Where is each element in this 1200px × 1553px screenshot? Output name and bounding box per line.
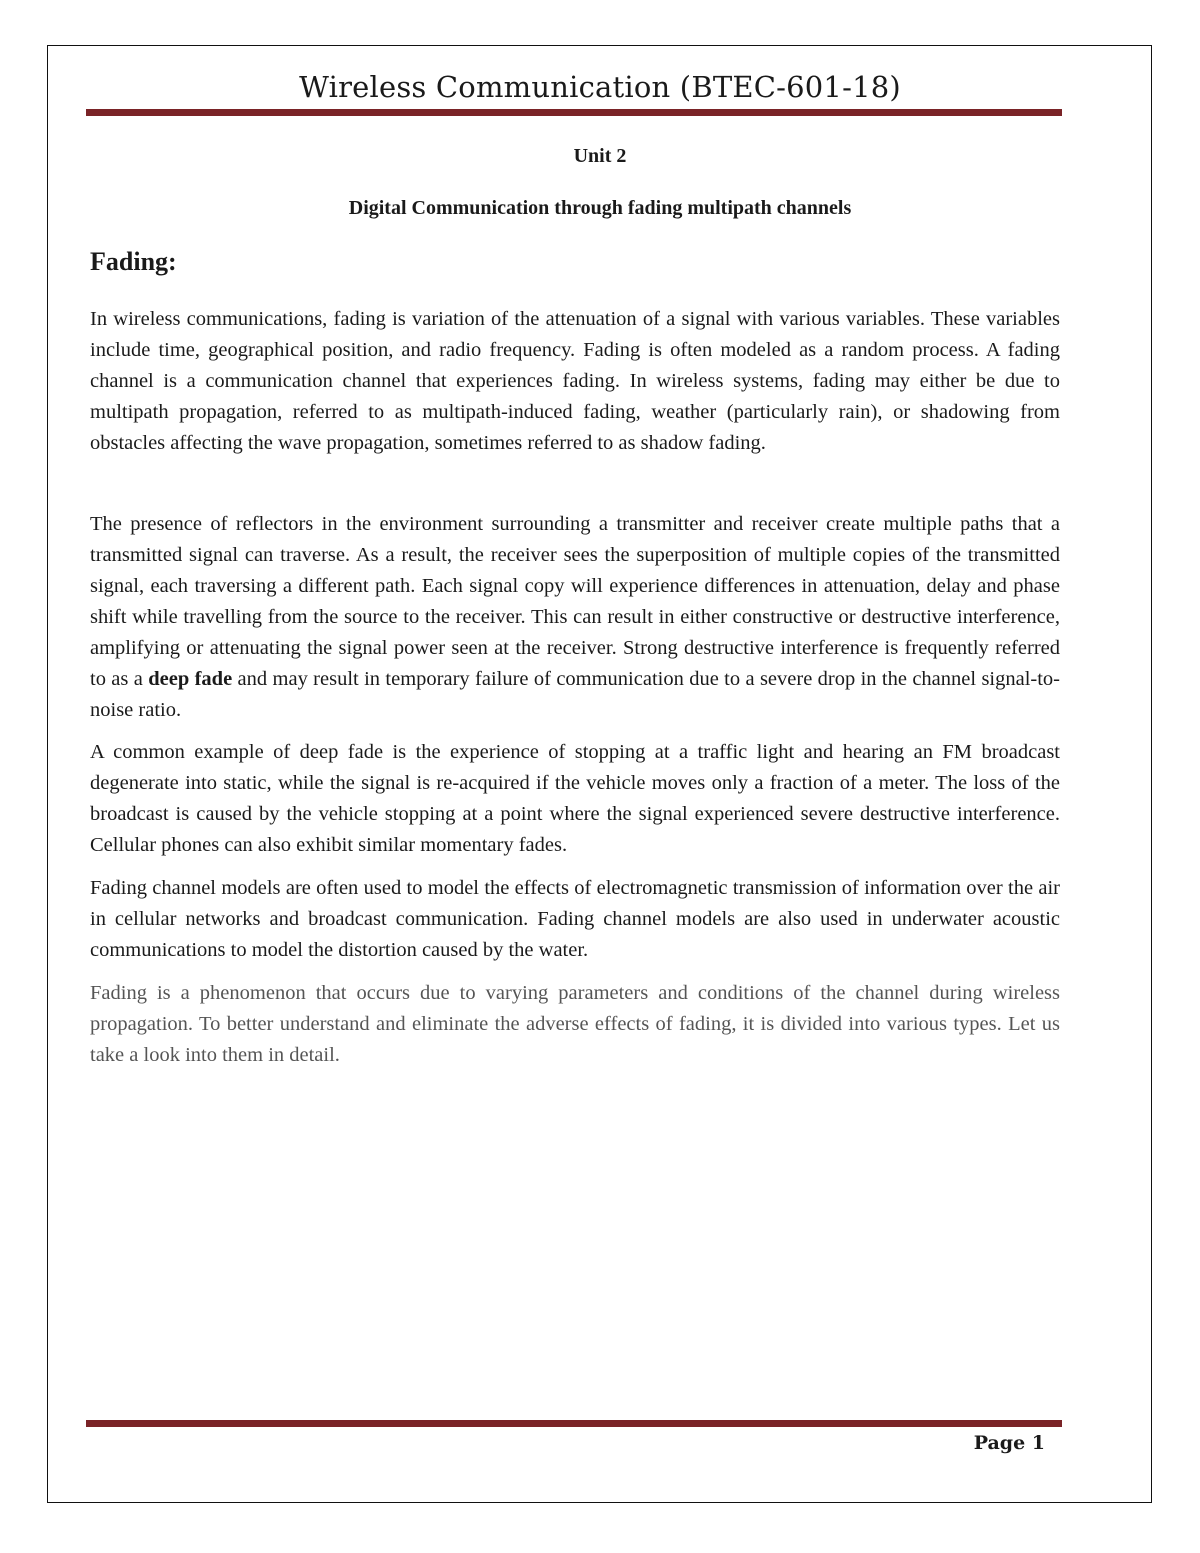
footer-rule — [86, 1420, 1062, 1427]
document-subtitle: Digital Communication through fading multipath channels — [348, 197, 852, 219]
paragraph-example: A common example of deep fade is the experience of stopping at a traffic light and hearing an FM broadcast degenerate into static, while the signal is re-acquired if the vehicle moves only a fraction of a meter. The loss of the broadcast is caused by the vehicle stopping at a point where the signal experienced severe destructive interference. Cellular phones can also exhibit similar momentary fades. — [90, 741, 1060, 856]
page-number: Page 1 — [973, 1432, 1045, 1454]
paragraph-multipath — [90, 509, 1060, 726]
paragraph-text: and may result in temporary failure of communication due to a severe drop in the channel signal-to-noise ratio. — [90, 668, 1061, 721]
deep-fade-term: deep fade — [148, 668, 233, 690]
header-rule — [86, 109, 1062, 116]
paragraph-definition: In wireless communications, fading is variation of the attenuation of a signal with various variables. These variables include time, geographical position, and radio frequency. Fading is often modeled as a random process. A fading channel is a communication channel that experiences fading. In wireless systems, fading may either be due to multipath propagation, referred to as multipath-induced fading, weather (particularly rain), or shadowing from obstacles affecting the wave propagation, sometimes referred to as shadow fading. — [90, 308, 1060, 454]
paragraph-text: The presence of reflectors in the environment surrounding a transmitter and receiver create multiple paths that a transmitted signal can traverse. As a result, the receiver sees the superposition of multiple copies of the transmitted signal, each traversing a different path. Each signal copy will experience differences in attenuation, delay and phase shift while travelling from the source to the receiver. This can result in either constructive or destructive interference, amplifying or attenuating the signal power seen at the receiver. Strong destructive interference is frequently referred to as a — [90, 513, 1060, 690]
header-title: Wireless Communication (BTEC-601-18) — [299, 70, 901, 104]
paragraph-types-intro: Fading is a phenomenon that occurs due to varying parameters and conditions of the channel during wireless propagation. To better understand and eliminate the adverse effects of fading, it is divided into various types. Let us take a look into them in detail. — [90, 982, 1060, 1066]
section-heading: Fading: — [90, 247, 177, 276]
unit-label: Unit 2 — [573, 145, 627, 167]
paragraph-models: Fading channel models are often used to model the effects of electromagnetic transmission of information over the air in cellular networks and broadcast communication. Fading channel models are also used in underwater acoustic communications to model the distortion caused by the water. — [90, 877, 1060, 961]
